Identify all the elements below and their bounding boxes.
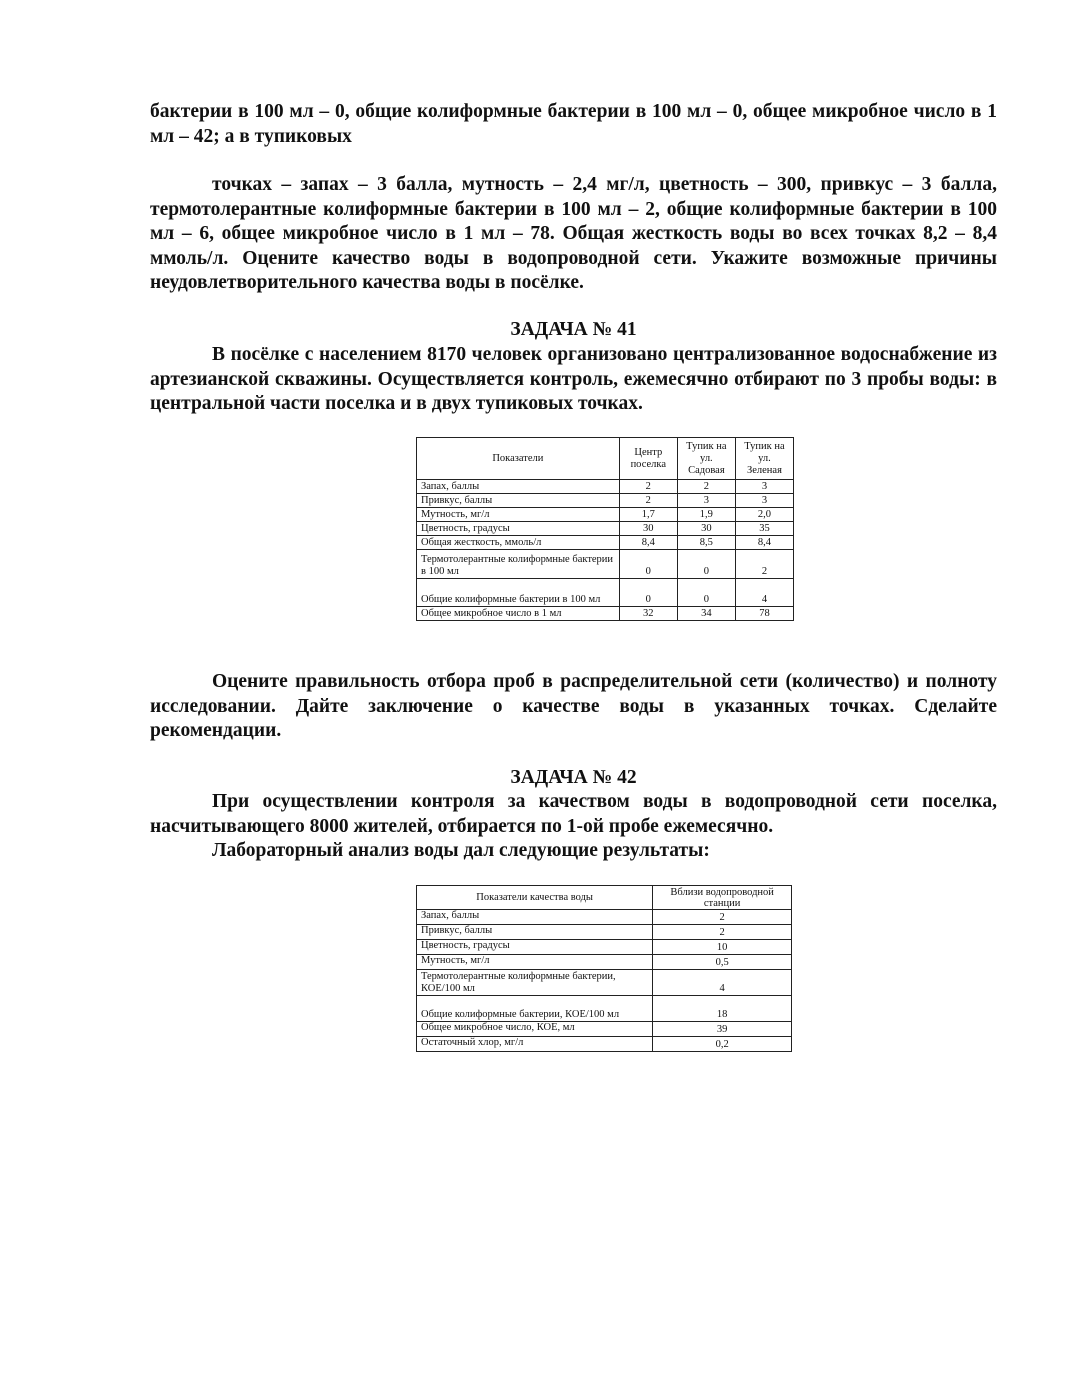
table-cell: 8,4: [735, 536, 793, 550]
table-cell: Общее микробное число, КОЕ, мл: [417, 1022, 653, 1037]
task-42-heading: ЗАДАЧА № 42: [510, 767, 637, 788]
table-cell: Привкус, баллы: [417, 925, 653, 940]
table-cell: Термотолерантные колиформные бактерии в 100 мл: [417, 550, 620, 579]
table-cell: Общие колиформные бактерии, КОЕ/100 мл: [417, 996, 653, 1022]
table-header-cell: Показатели качества воды: [417, 886, 653, 910]
table-cell: 0: [677, 579, 735, 607]
table-cell: 8,4: [619, 536, 677, 550]
table-cell: 39: [653, 1022, 792, 1037]
table-row: [417, 940, 792, 955]
table-cell: 2: [653, 925, 792, 940]
table-cell: 3: [677, 494, 735, 508]
table-cell: 2: [677, 480, 735, 494]
table-cell: 0,5: [653, 955, 792, 970]
table-cell: Мутность, мг/л: [417, 508, 620, 522]
table-cell: 78: [735, 607, 793, 621]
task-42-results-intro: Лабораторный анализ воды дал следующие результаты:: [212, 840, 710, 861]
table-cell: 2: [619, 494, 677, 508]
table-cell: Привкус, баллы: [417, 494, 620, 508]
task-41-intro: В посёлке с населением 8170 человек организовано централизованное водоснабжение из артезианской скважины. Осуществляется контроль, ежемесячно отбирают по 3 пробы воды: в центральной части поселка и в двух тупиковых точках.: [150, 344, 997, 414]
table-cell: 0: [619, 579, 677, 607]
task-42-intro: При осуществлении контроля за качеством воды в водопроводной сети поселка, насчитывающего 8000 жителей, отбирается по 1-ой пробе ежемесячно.: [150, 791, 997, 837]
paragraph-continuation: бактерии в 100 мл – 0, общие колиформные бактерии в 100 мл – 0, общее микробное число в 1 мл – 42; а в тупиковых: [150, 101, 997, 147]
table-cell: 2: [653, 910, 792, 925]
table-cell: 0: [619, 550, 677, 579]
table-row: [417, 494, 794, 508]
table-cell: 30: [677, 522, 735, 536]
table-cell: Запах, баллы: [417, 480, 620, 494]
table-row: [417, 996, 792, 1022]
table-cell: Термотолерантные колиформные бактерии, КОЕ/100 мл: [417, 970, 653, 996]
table-cell: 3: [735, 494, 793, 508]
table-header-cell: Тупик на ул. Зеленая: [735, 438, 793, 480]
table-cell: 2: [735, 550, 793, 579]
table-header-cell: Вблизи водопроводной станции: [653, 886, 792, 910]
table-cell: Общие колиформные бактерии в 100 мл: [417, 579, 620, 607]
table-header-cell: Центр поселка: [619, 438, 677, 480]
table-row: [417, 579, 794, 607]
table-row: [417, 910, 792, 925]
task-41-heading: ЗАДАЧА № 41: [510, 319, 637, 340]
table-header-cell: Показатели: [417, 438, 620, 480]
table-cell: Запах, баллы: [417, 910, 653, 925]
table-cell: Общая жесткость, ммоль/л: [417, 536, 620, 550]
table-row: [417, 925, 792, 940]
table-row: [417, 970, 792, 996]
task-41-question: Оцените правильность отбора проб в распределительной сети (количество) и полноту исследовании. Дайте заключение о качестве воды в указанных точках. Сделайте рекомендации.: [150, 671, 997, 741]
table-cell: Мутность, мг/л: [417, 955, 653, 970]
table-cell: 0,2: [653, 1037, 792, 1052]
table-cell: Общее микробное число в 1 мл: [417, 607, 620, 621]
table-cell: 3: [735, 480, 793, 494]
table-cell: Цветность, градусы: [417, 940, 653, 955]
table-row: [417, 508, 794, 522]
table-cell: 34: [677, 607, 735, 621]
table-header-cell: Тупик на ул. Садовая: [677, 438, 735, 480]
table-cell: 1,7: [619, 508, 677, 522]
table-cell: 10: [653, 940, 792, 955]
table-row: [417, 536, 794, 550]
table-header-row: [417, 886, 792, 910]
table-cell: 2,0: [735, 508, 793, 522]
table-cell: 32: [619, 607, 677, 621]
table-cell: 30: [619, 522, 677, 536]
task-41-table: [416, 437, 794, 621]
table-row: [417, 1037, 792, 1052]
table-cell: Остаточный хлор, мг/л: [417, 1037, 653, 1052]
table-cell: Цветность, градусы: [417, 522, 620, 536]
table-cell: 8,5: [677, 536, 735, 550]
table-row: [417, 955, 792, 970]
table-cell: 4: [653, 970, 792, 996]
table-row: [417, 522, 794, 536]
table-cell: 18: [653, 996, 792, 1022]
table-cell: 2: [619, 480, 677, 494]
table-row: [417, 1022, 792, 1037]
task-42-table: [416, 885, 792, 1052]
table-row: [417, 550, 794, 579]
table-row: [417, 480, 794, 494]
table-cell: 35: [735, 522, 793, 536]
paragraph-dead-end-points: точках – запах – 3 балла, мутность – 2,4 мг/л, цветность – 300, привкус – 3 балла, термотолерантные колиформные бактерии в 100 мл – 2, общие колиформные бактерии в 100 мл – 6, общее микробное число в 1 мл – 78. Общая жесткость воды во всех точках 8,2 – 8,4 ммоль/л. Оцените качество воды в водопроводной сети. Укажите возможные причины неудовлетворительного качества воды в посёлке.: [150, 174, 997, 293]
table-cell: 0: [677, 550, 735, 579]
table-cell: 4: [735, 579, 793, 607]
table-row: [417, 607, 794, 621]
table-cell: 1,9: [677, 508, 735, 522]
table-header-row: [417, 438, 794, 480]
